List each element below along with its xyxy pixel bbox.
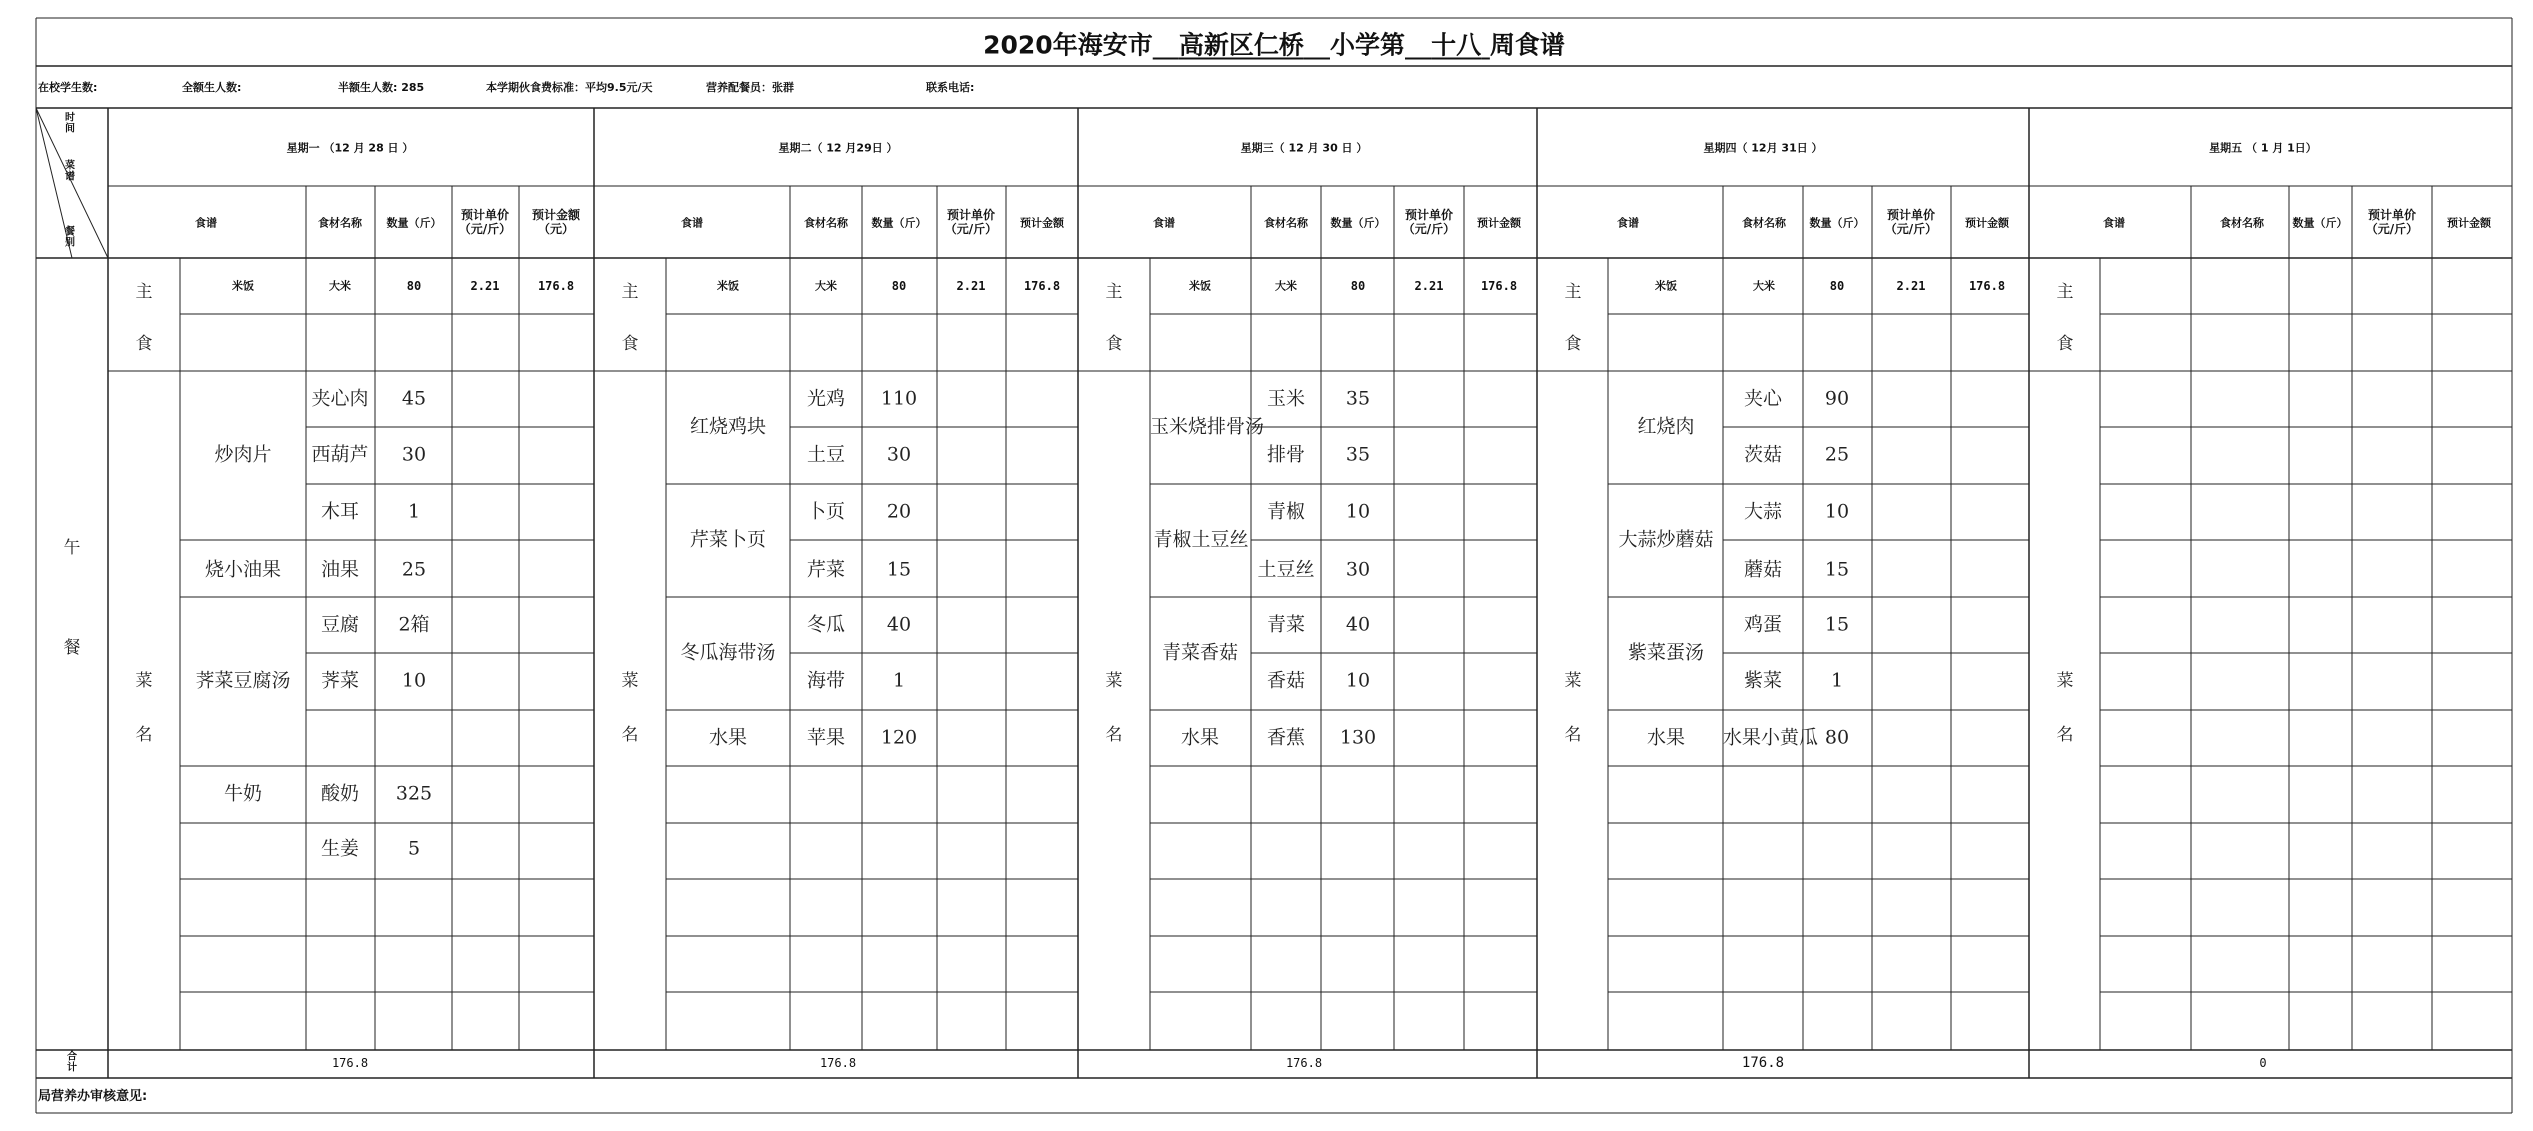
- col-unit-price: 预计单价（元/斤）: [2365, 208, 2419, 236]
- staple-ingredient: 大米: [329, 279, 351, 293]
- ingredient-cell: 香菇: [1266, 669, 1305, 692]
- staple-label: 主食: [621, 282, 639, 354]
- quantity-cell: 10: [1345, 500, 1371, 523]
- meal-lunch-label: 午餐: [63, 538, 81, 658]
- quantity-cell: 130: [1339, 726, 1377, 749]
- ingredient-cell: 卜页: [806, 500, 845, 523]
- ingredient-cell: 青菜: [1266, 613, 1305, 636]
- col-amount: 预计金额: [2447, 216, 2491, 230]
- col-recipe: 食谱: [195, 216, 217, 230]
- ingredient-cell: 夹心肉: [311, 387, 369, 410]
- staple-label: 主食: [1105, 282, 1123, 354]
- dish-name: 红烧鸡块: [689, 415, 767, 438]
- corner-category: 餐别: [65, 226, 75, 248]
- staple-amount: 176.8: [1023, 279, 1061, 293]
- dish-name: 冬瓜海带汤: [680, 641, 776, 664]
- dish-name: 炒肉片: [214, 443, 272, 466]
- quantity-cell: 10: [401, 669, 427, 692]
- quantity-cell: 80: [1824, 726, 1850, 749]
- title-suffix: 周食谱: [1489, 30, 1565, 60]
- col-unit-price: 预计单价（元/斤）: [944, 208, 998, 236]
- staple-recipe: 米饭: [1655, 279, 1677, 293]
- quantity-cell: 30: [401, 443, 427, 466]
- col-unit-price: 预计单价（元/斤）: [458, 208, 512, 236]
- quantity-cell: 120: [880, 726, 918, 749]
- ingredient-cell: 蘑菇: [1743, 558, 1782, 581]
- col-unit-price: 预计单价（元/斤）: [1884, 208, 1938, 236]
- quantity-cell: 30: [1345, 558, 1371, 581]
- ingredient-cell: 西葫芦: [311, 443, 369, 466]
- ingredient-cell: 大蒜: [1743, 500, 1782, 523]
- quantity-cell: 35: [1345, 443, 1371, 466]
- dish-label: 菜名: [1564, 671, 1582, 745]
- col-recipe: 食谱: [1153, 216, 1175, 230]
- quantity-cell: 1: [892, 669, 906, 692]
- col-amount: 预计金额: [1965, 216, 2009, 230]
- col-recipe: 食谱: [1617, 216, 1639, 230]
- dish-name: 水果: [708, 726, 748, 749]
- day-total-fri: 0: [2259, 1056, 2267, 1070]
- ingredient-cell: 生姜: [320, 837, 359, 860]
- staple-amount: 176.8: [537, 279, 575, 293]
- dish-name: 大蒜炒蘑菇: [1618, 528, 1714, 551]
- col-quantity: 数量（斤）: [871, 216, 927, 230]
- col-ingredient: 食材名称: [804, 216, 848, 230]
- dish-name: 青椒土豆丝: [1153, 528, 1249, 551]
- quantity-cell: 35: [1345, 387, 1371, 410]
- col-quantity: 数量（斤）: [1809, 216, 1865, 230]
- corner-menu: 菜谱: [65, 160, 75, 182]
- quantity-cell: 90: [1824, 387, 1850, 410]
- quantity-cell: 30: [886, 443, 912, 466]
- dish-name: 牛奶: [223, 782, 263, 805]
- staple-recipe: 米饭: [232, 279, 254, 293]
- review-label: 局营养办审核意见:: [38, 1089, 148, 1104]
- dish-label: 菜名: [621, 671, 639, 745]
- staple-label: 主食: [135, 282, 153, 354]
- quantity-cell: 25: [1824, 443, 1850, 466]
- staple-qty: 80: [406, 279, 422, 293]
- col-unit-price: 预计单价（元/斤）: [1402, 208, 1456, 236]
- quantity-cell: 1: [1830, 669, 1844, 692]
- staple-ingredient: 大米: [815, 279, 837, 293]
- quantity-cell: 2箱: [398, 613, 430, 636]
- ingredient-cell: 夹心: [1743, 387, 1782, 410]
- ingredient-cell: 荠菜: [320, 669, 359, 692]
- dish-name: 红烧肉: [1637, 415, 1695, 438]
- day-total-thu: 176.8: [1741, 1055, 1785, 1071]
- ingredient-cell: 光鸡: [806, 387, 845, 410]
- dish-label: 菜名: [1105, 671, 1123, 745]
- staple-label: 主食: [1564, 282, 1582, 354]
- col-amount: 预计金额（元）: [531, 208, 580, 236]
- staple-recipe: 米饭: [717, 279, 739, 293]
- dish-name: 青菜香菇: [1161, 641, 1239, 664]
- dish-name: 烧小油果: [204, 558, 282, 581]
- info-enrolled: 在校学生数:: [38, 81, 98, 94]
- ingredient-cell: 紫菜: [1743, 669, 1782, 692]
- quantity-cell: 20: [886, 500, 912, 523]
- quantity-cell: 40: [886, 613, 912, 636]
- dish-name: 水果: [1646, 726, 1686, 749]
- title-week: 十八: [1431, 30, 1482, 60]
- ingredient-cell: 鸡蛋: [1743, 613, 1782, 636]
- dish-name: 玉米烧排骨汤: [1150, 415, 1265, 438]
- dish-label: 菜名: [135, 671, 153, 745]
- staple-price: 2.21: [470, 279, 500, 293]
- dish-name: 紫菜蛋汤: [1627, 641, 1705, 664]
- staple-label: 主食: [2056, 282, 2074, 354]
- ingredient-cell: 冬瓜: [806, 613, 845, 636]
- page-title: [983, 30, 1565, 60]
- ingredient-cell: 酸奶: [320, 782, 359, 805]
- staple-qty: 80: [1350, 279, 1366, 293]
- staple-amount: 176.8: [1480, 279, 1518, 293]
- col-ingredient: 食材名称: [2220, 216, 2264, 230]
- quantity-cell: 325: [395, 782, 433, 805]
- ingredient-cell: 青椒: [1266, 500, 1305, 523]
- ingredient-cell: 海带: [806, 669, 845, 692]
- ingredient-cell: 土豆丝: [1257, 558, 1315, 581]
- dish-label: 菜名: [2056, 671, 2074, 745]
- quantity-cell: 40: [1345, 613, 1371, 636]
- dish-name: 荠菜豆腐汤: [195, 669, 291, 692]
- staple-amount: 176.8: [1968, 279, 2006, 293]
- ingredient-cell: 玉米: [1266, 387, 1305, 410]
- total-label: 合计: [67, 1051, 77, 1073]
- ingredient-cell: 芹菜: [806, 558, 845, 581]
- info-dietitian: 营养配餐员：张群: [706, 81, 794, 94]
- menu-sheet: [36, 18, 2512, 1113]
- col-quantity: 数量（斤）: [2292, 216, 2348, 230]
- col-quantity: 数量（斤）: [1330, 216, 1386, 230]
- ingredient-cell: 香蕉: [1266, 726, 1305, 749]
- ingredient-cell: 豆腐: [320, 613, 359, 636]
- staple-price: 2.21: [956, 279, 986, 293]
- staple-qty: 80: [1829, 279, 1845, 293]
- dish-name: 芹菜卜页: [689, 528, 767, 551]
- info-standard: 本学期伙食费标准：平均9.5元/天: [486, 81, 653, 94]
- ingredient-cell: 油果: [320, 558, 359, 581]
- ingredient-cell: 土豆: [806, 443, 845, 466]
- quantity-cell: 45: [401, 387, 427, 410]
- day-header-thu: 星期四（ 12月 31日 ）: [1703, 141, 1823, 155]
- title-district: 高新区仁桥: [1178, 30, 1304, 60]
- col-amount: 预计金额: [1477, 216, 1521, 230]
- info-phone: 联系电话:: [926, 81, 975, 94]
- title-mid: 小学第: [1329, 30, 1405, 60]
- col-amount: 预计金额: [1020, 216, 1064, 230]
- staple-ingredient: 大米: [1275, 279, 1297, 293]
- day-total-wed: 176.8: [1285, 1056, 1323, 1070]
- col-ingredient: 食材名称: [1742, 216, 1786, 230]
- title-prefix: 2020年海安市: [983, 30, 1153, 60]
- col-recipe: 食谱: [681, 216, 703, 230]
- col-quantity: 数量（斤）: [386, 216, 442, 230]
- staple-qty: 80: [891, 279, 907, 293]
- staple-recipe: 米饭: [1189, 279, 1211, 293]
- col-ingredient: 食材名称: [1264, 216, 1308, 230]
- ingredient-cell: 木耳: [320, 500, 359, 523]
- quantity-cell: 25: [401, 558, 427, 581]
- quantity-cell: 15: [1824, 558, 1850, 581]
- day-header-tue: 星期二（ 12 月29日 ）: [778, 141, 898, 155]
- quantity-cell: 15: [1824, 613, 1850, 636]
- day-header-wed: 星期三（ 12 月 30 日 ）: [1240, 141, 1368, 155]
- staple-price: 2.21: [1414, 279, 1444, 293]
- quantity-cell: 1: [407, 500, 421, 523]
- quantity-cell: 110: [880, 387, 918, 410]
- staple-ingredient: 大米: [1753, 279, 1775, 293]
- ingredient-cell: 排骨: [1266, 443, 1305, 466]
- info-full-pay: 全额生人数:: [182, 81, 242, 94]
- quantity-cell: 10: [1345, 669, 1371, 692]
- info-half-pay: 半额生人数: 285: [338, 81, 425, 94]
- dish-name: 水果: [1180, 726, 1220, 749]
- quantity-cell: 5: [407, 837, 421, 860]
- ingredient-cell: 茨菇: [1743, 443, 1782, 466]
- quantity-cell: 10: [1824, 500, 1850, 523]
- day-header-fri: 星期五 （ 1 月 1日）: [2209, 141, 2317, 155]
- corner-time: 时间: [65, 112, 75, 134]
- ingredient-cell: 水果小黄瓜: [1723, 726, 1819, 749]
- quantity-cell: 15: [886, 558, 912, 581]
- day-total-mon: 176.8: [331, 1056, 369, 1070]
- ingredient-cell: 苹果: [806, 726, 845, 749]
- day-total-tue: 176.8: [819, 1056, 857, 1070]
- col-recipe: 食谱: [2103, 216, 2125, 230]
- staple-price: 2.21: [1896, 279, 1926, 293]
- day-header-mon: 星期一 （12 月 28 日 ）: [286, 141, 414, 155]
- col-ingredient: 食材名称: [318, 216, 362, 230]
